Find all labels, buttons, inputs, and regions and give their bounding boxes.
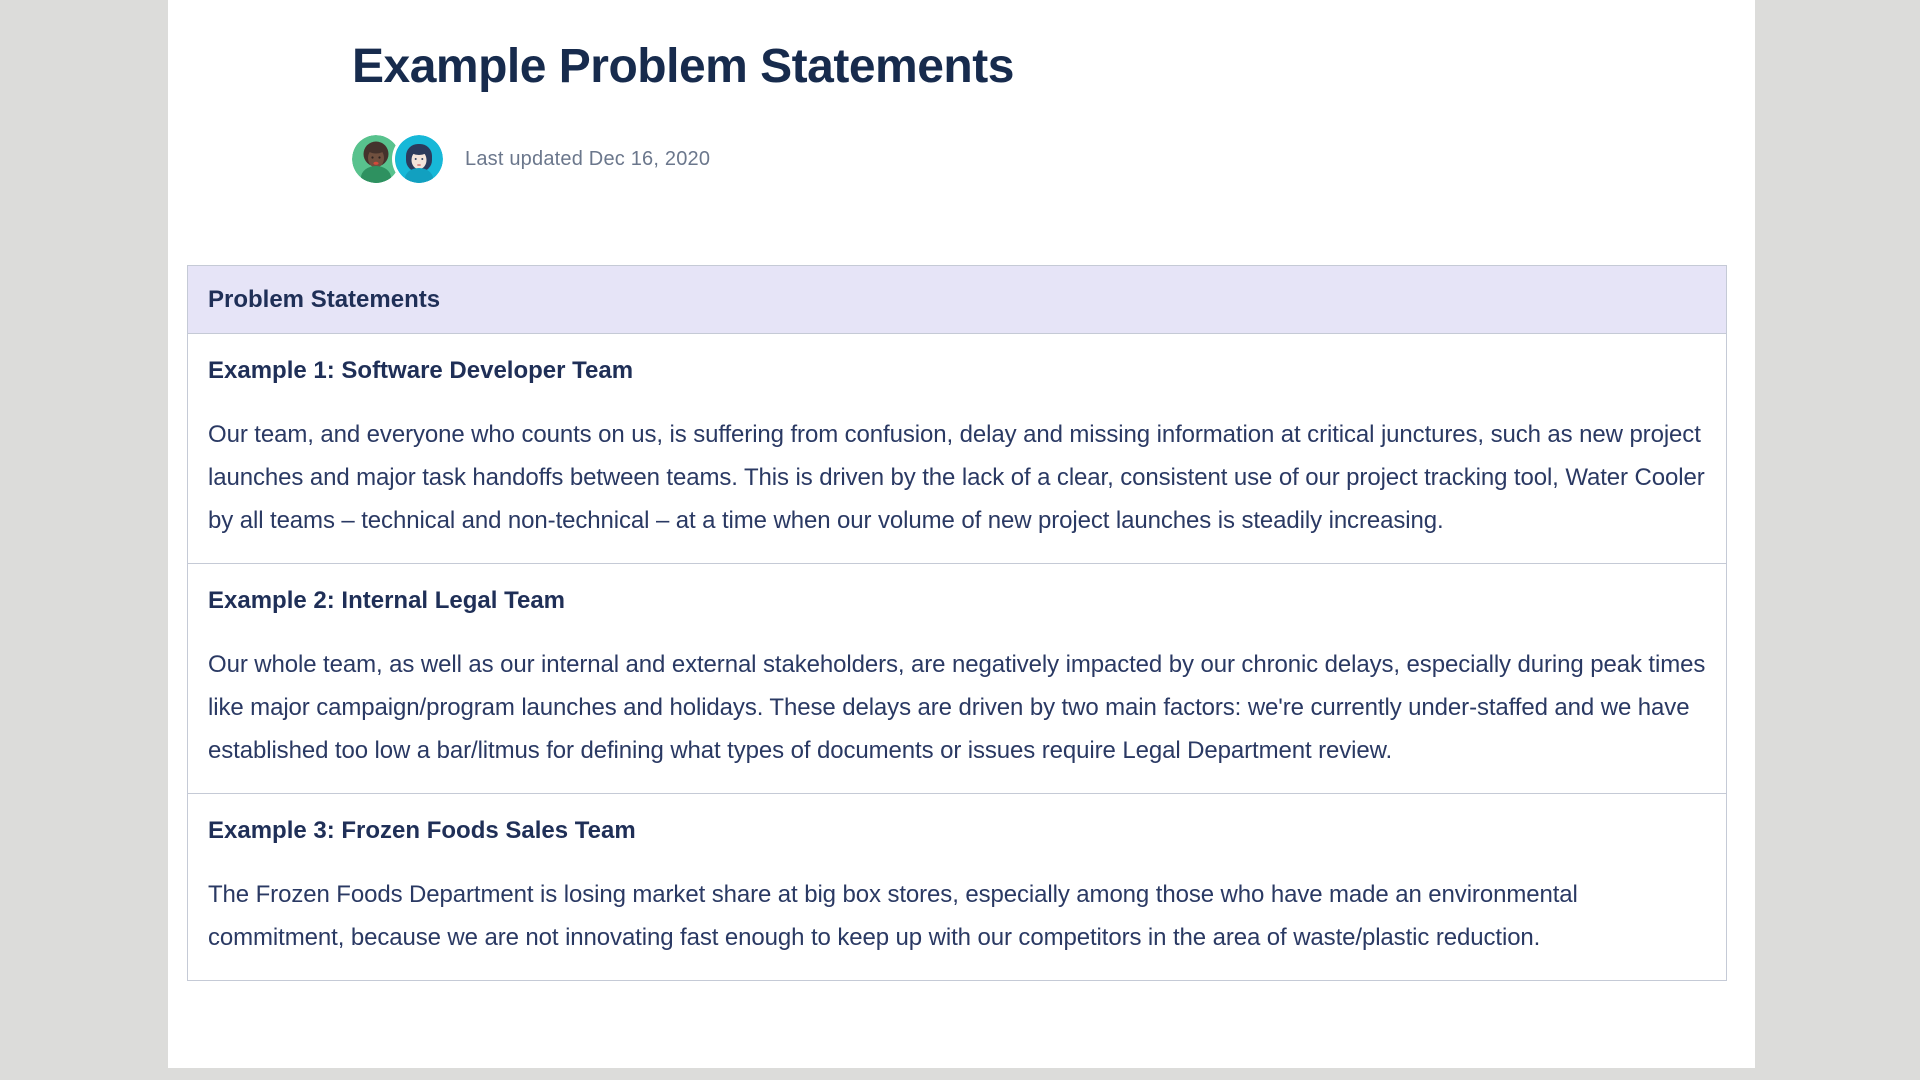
- avatar-group: [352, 135, 443, 183]
- person-avatar-green-icon: [352, 135, 400, 183]
- page-title: Example Problem Statements: [352, 40, 1014, 93]
- contributor-avatar-2[interactable]: [395, 135, 443, 183]
- table-row-example-1: [188, 334, 1727, 564]
- table-header-cell: Problem Statements: [188, 266, 1727, 334]
- example-2-body: Our whole team, as well as our internal and external stakeholders, are negatively impacted by our chronic delays, especially during peak times like major campaign/program launches and holidays. These delays are driven by two main factors: we're currently under-staffed and we have established too low a bar/litmus for defining what types of documents or issues require Legal Department review.: [208, 651, 1706, 764]
- table-cell-example-2: [188, 564, 1727, 794]
- last-updated-label: Last updated Dec 16, 2020: [465, 147, 711, 170]
- table-row-example-2: [188, 564, 1727, 794]
- table-row-example-3: [188, 794, 1727, 981]
- table-cell-example-1: [188, 334, 1727, 564]
- page-container: [168, 0, 1755, 1068]
- example-3-body: The Frozen Foods Department is losing market share at big box stores, especially among those who have made an environmental commitment, because we are not innovating fast enough to keep up with our competitors in the area of waste/plastic reduction.: [208, 881, 1578, 951]
- byline: [352, 134, 710, 184]
- table-header-row: [188, 266, 1727, 334]
- problem-statements-table: [187, 265, 1727, 981]
- person-avatar-teal-icon: [395, 135, 443, 183]
- example-1-heading: Example 1: Software Developer Team: [208, 357, 634, 384]
- example-2-heading: Example 2: Internal Legal Team: [208, 587, 566, 614]
- example-1-body: Our team, and everyone who counts on us, is suffering from confusion, delay and missing information at critical junctures, such as new project launches and major task handoffs between teams. This is driven by the lack of a clear, consistent use of our project tracking tool, Water Cooler by all teams – technical and non-technical – at a time when our volume of new project launches is steadily increasing.: [208, 421, 1705, 534]
- example-3-heading: Example 3: Frozen Foods Sales Team: [208, 817, 636, 844]
- contributor-avatar-1[interactable]: [352, 135, 400, 183]
- table-cell-example-3: [188, 794, 1727, 981]
